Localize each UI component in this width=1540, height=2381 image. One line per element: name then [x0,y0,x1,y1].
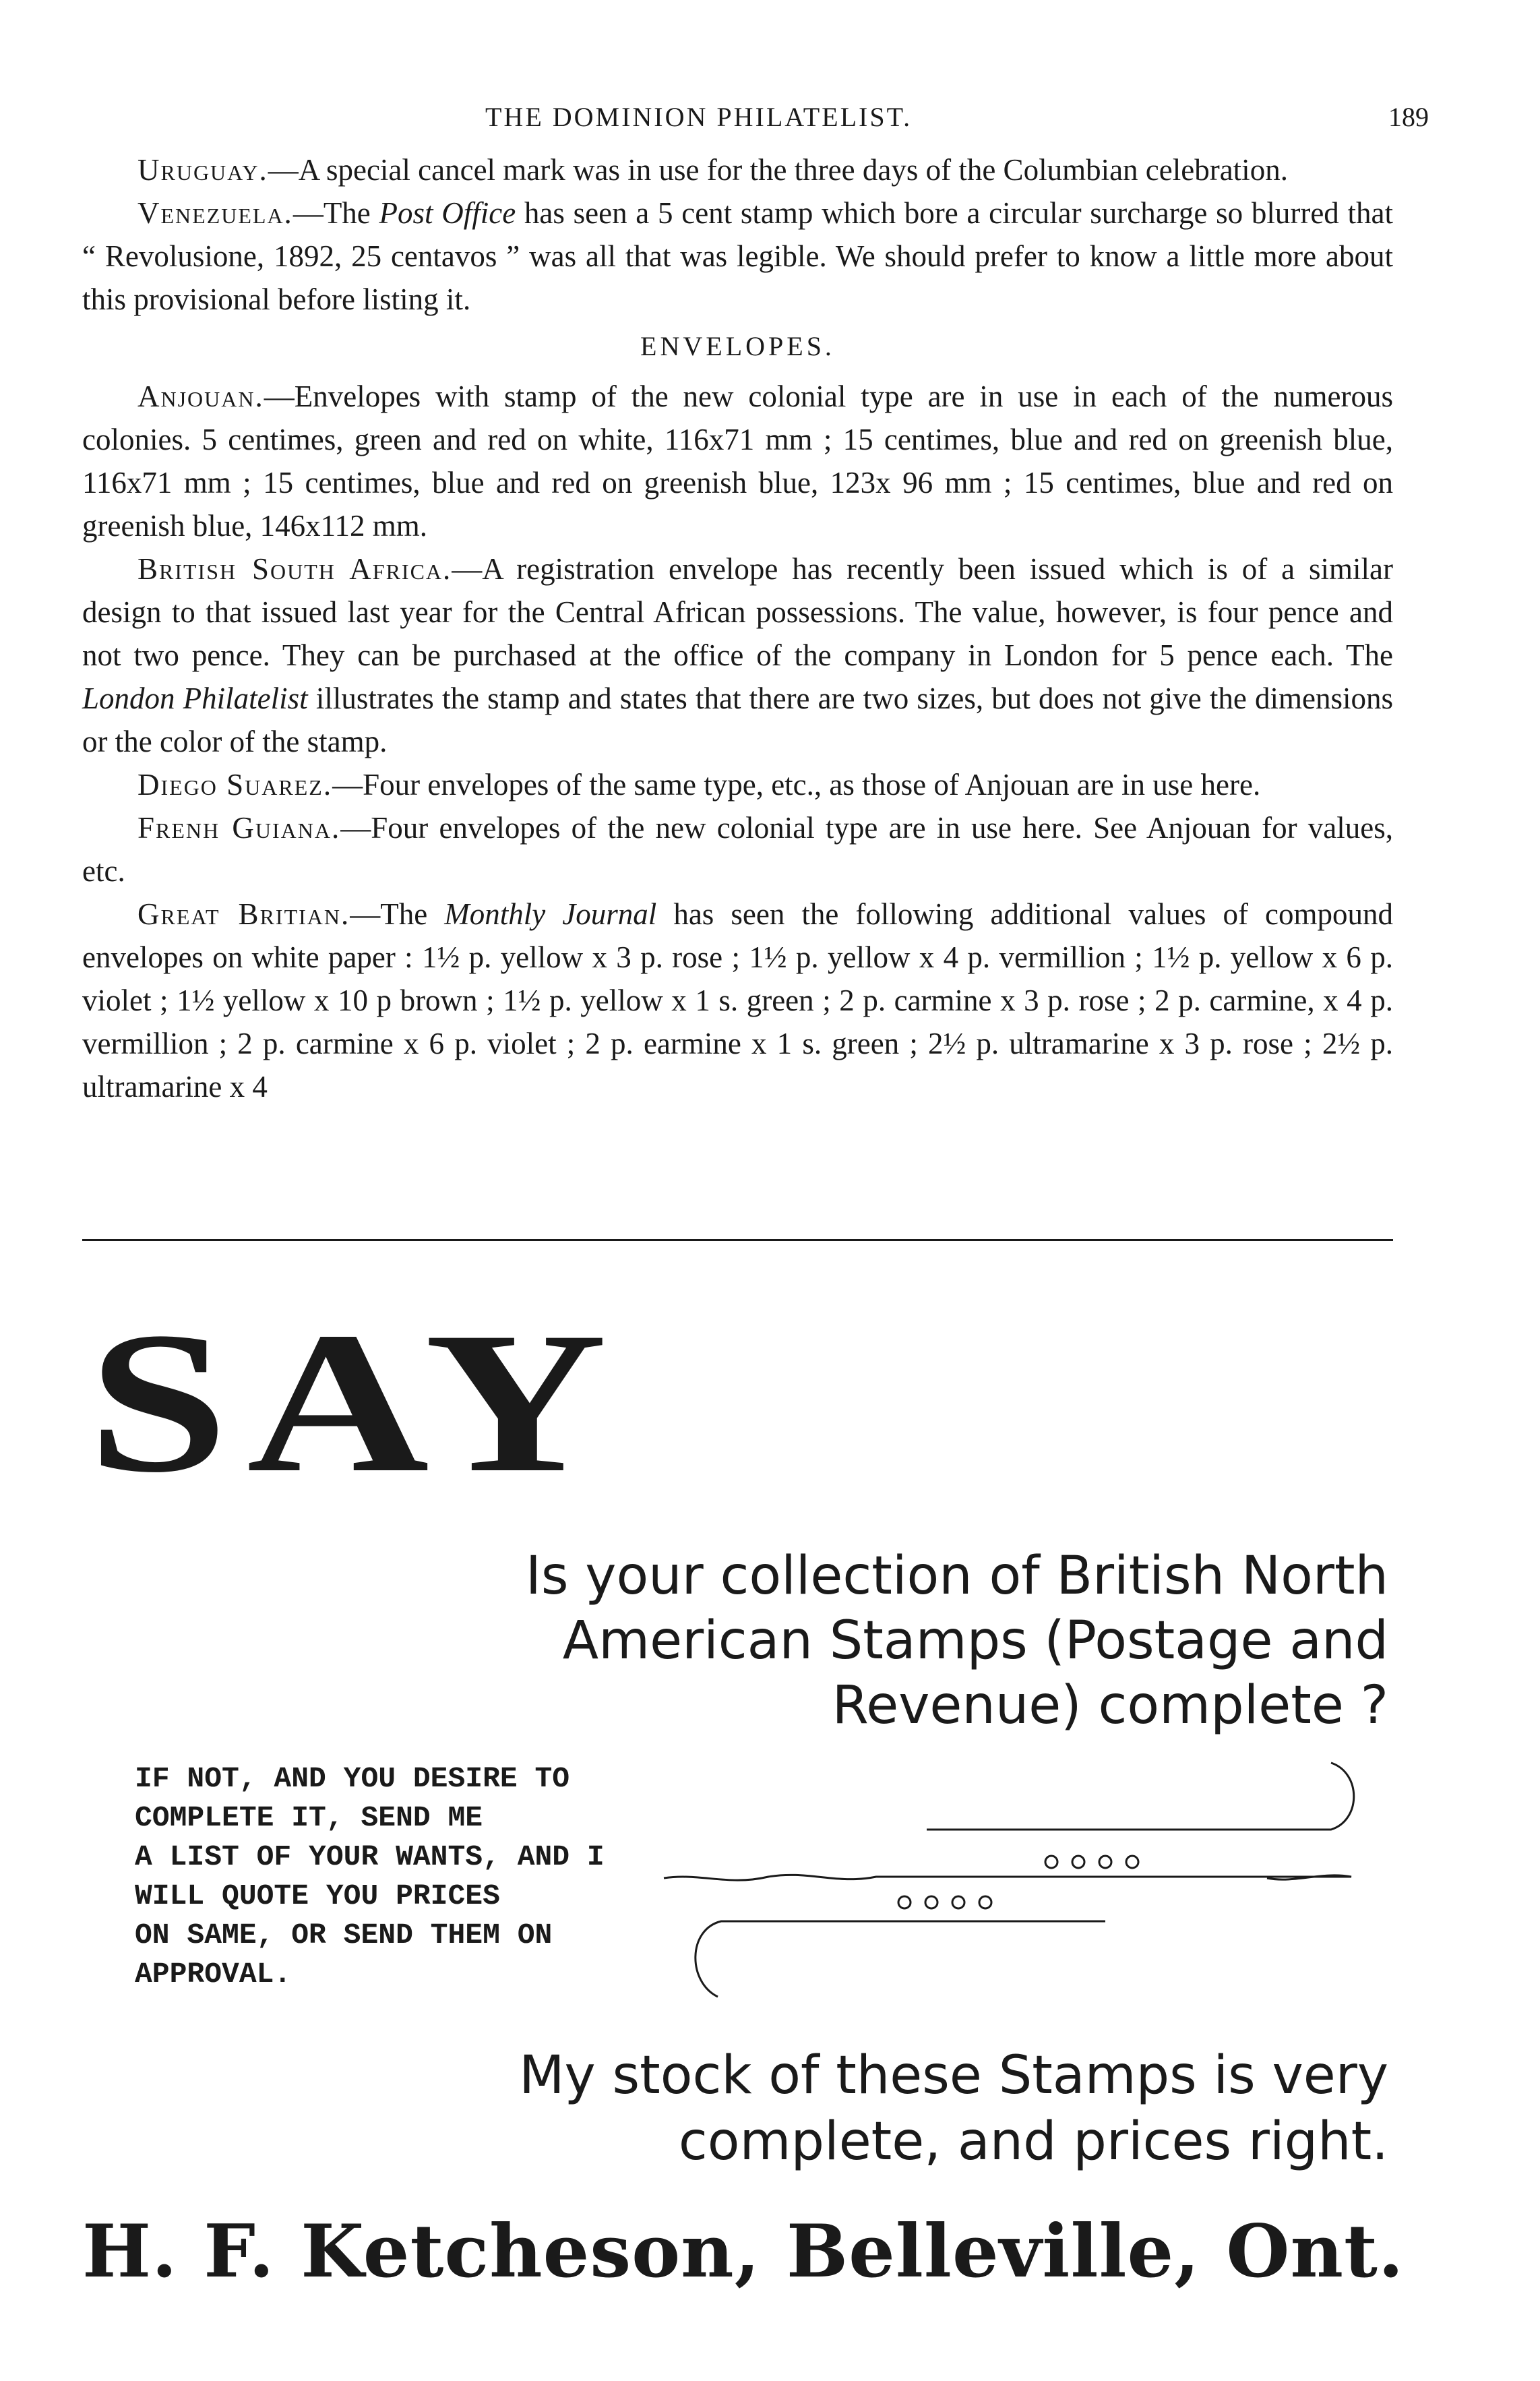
flourish-dot [979,1896,991,1908]
flourish-dot [925,1896,937,1908]
flourish-dot [952,1896,964,1908]
ad-headline: SAY [88,1290,626,1514]
venezuela-note [82,191,1393,321]
ad-offer [135,1759,634,1994]
ad-stock-line: complete, and prices right. [678,2111,1388,2172]
ad-offer-line: ON SAME, OR SEND THEM ON [135,1919,553,1952]
flourish-dot [1072,1856,1084,1868]
ad-offer-line: IF NOT, AND YOU DESIRE TO [135,1762,570,1795]
publication-title: Monthly Journal [444,897,657,931]
note-text: has seen the following additional values of compound envelopes on white paper : 1½ p. yellow x 3 p. rose ; 1½ p. yellow x 4 p. vermillion ; 1½ p. yellow x 6 p. violet ; 1½ yellow x 10 p brown ; 1½ p. yellow x 1 s. green ; 2 p. carmine x 3 p. rose ; 2 p. carmine, x 4 p. vermillion ; 2 p. carmine x 6 p. violet ; 2 p. earmine x 1 s. green ; 2½ p. ultramarine x 3 p. rose ; 2½ p. ultramarine x 4 [82,897,1394,1104]
ad-offer-line: APPROVAL. [135,1958,292,1991]
anjouan-note [82,375,1393,547]
ad-stock-line: My stock of these Stamps is very [519,2045,1388,2106]
note-text: —Four envelopes of the new colonial type are in use here. See Anjouan for values, etc. [82,811,1393,888]
country-name: Anjouan. [137,380,264,413]
decorative-flourish [660,1759,1361,2016]
publication-title: London Philatelist [82,682,308,715]
note-text: —Envelopes with stamp of the new colonial type are in use in each of the numerous colonies. 5 centimes, green and red on white, 116x71 mm ; 15 centimes, blue and red on greenish blue, 116x71 mm ; 15 centimes, blue and red on greenish blue, 123x 96 mm ; 15 centimes, blue and red on greenish blue, 146x112 mm. [82,380,1393,543]
page-number: 189 [1388,102,1429,132]
flourish-lower-bracket [696,1921,1105,1997]
flourish-dot [1045,1856,1057,1868]
ad-stock-statement [445,2043,1388,2175]
note-text: —The [350,897,445,931]
ad-question [445,1544,1388,1738]
british-south-africa-note [82,547,1393,763]
running-head [0,101,1540,142]
text-column [82,148,1393,1108]
great-britain-note [82,893,1393,1108]
flourish-dot [1099,1856,1111,1868]
country-name: Uruguay. [137,153,268,187]
note-text: —A special cancel mark was in use for the three days of the Columbian celebration. [268,153,1288,187]
journal-title: THE DOMINION PHILATELIST. [485,102,913,132]
country-name: Great Britian. [137,897,350,931]
french-guiana-note [82,806,1393,893]
advertiser-name: H. F. Ketcheson, Belleville, Ont. [82,2209,1405,2294]
ad-question-line: American Stamps (Postage and [562,1610,1388,1671]
note-text: —A registration envelope has recently been issued which is of a similar design to that issued last year for the Central African possessions. The value, however, is four pence and not two pence. They can be purchased at the office of the company in London for 5 pence each. The [82,552,1393,672]
ad-offer-line: WILL QUOTE YOU PRICES [135,1879,500,1912]
ad-offer-line: COMPLETE IT, SEND ME [135,1801,483,1834]
country-name: Frenh Guiana. [137,811,341,845]
section-divider [82,1239,1393,1241]
flourish-dot [1126,1856,1138,1868]
flourish-upper-bracket [927,1763,1354,1830]
ad-question-line: Revenue) complete ? [832,1675,1388,1736]
diego-suarez-note [82,763,1393,806]
ad-offer-line: A LIST OF YOUR WANTS, AND I [135,1840,605,1873]
section-heading: ENVELOPES. [640,331,835,361]
flourish-dot [898,1896,911,1908]
note-text: —The [292,196,379,230]
note-text: —Four envelopes of the same type, etc., as those of Anjouan are in use here. [332,768,1261,802]
publication-title: Post Office [379,196,516,230]
country-name: Venezuela. [137,196,293,230]
flourish-wavy-rule [664,1875,1351,1880]
note-text: illustrates the stamp and states that there are two sizes, but does not give the dimensions or the color of the stamp. [82,682,1393,758]
country-name: British South Africa. [137,552,452,586]
uruguay-note [82,148,1393,191]
country-name: Diego Suarez. [137,768,333,802]
note-text: has seen a 5 cent stamp which bore a circular surcharge so blurred that “ Revolusione, 1892, 25 centavos ” was all that was legible. We should prefer to know a little more about this provisional before listing it. [82,196,1393,316]
ad-question-line: Is your collection of British North [525,1546,1388,1606]
